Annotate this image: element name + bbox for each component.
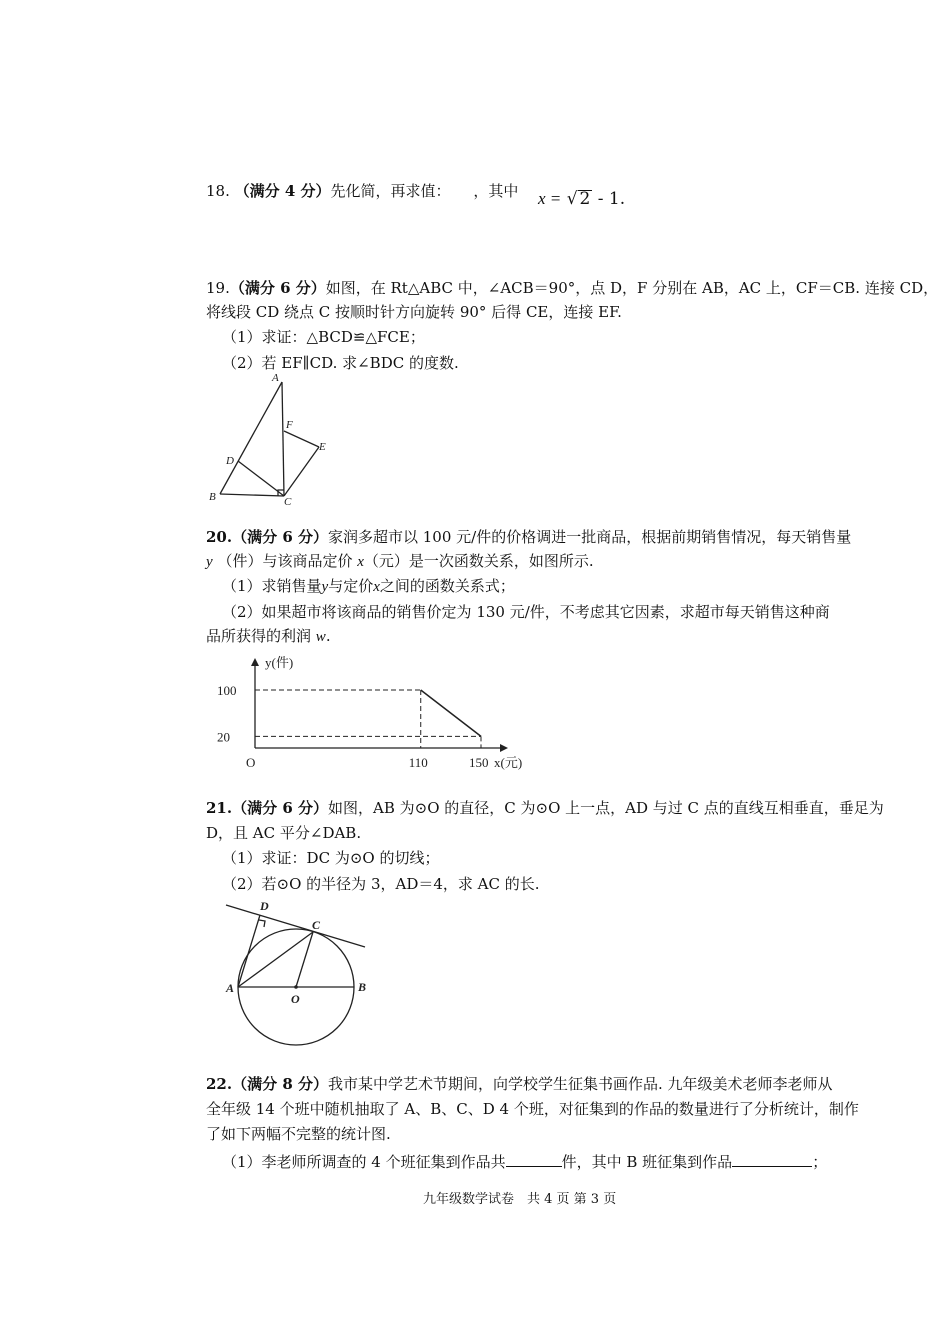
right-angle-mark: [259, 920, 265, 927]
segment-FE: [284, 431, 319, 447]
page-footer: 九年级数学试卷 共 4 页 第 3 页: [423, 1192, 617, 1207]
q20-var-x: x: [357, 554, 364, 570]
q20-text1: 家润多超市以 100 元/件的价格调进一批商品，根据前期销售情况，每天销售量: [328, 528, 852, 546]
x-tick-label-150: 150: [469, 755, 489, 770]
answer-blank-class-b[interactable]: [732, 1150, 812, 1167]
q22-sub1-b: 件，其中 B 班征集到作品: [561, 1153, 733, 1171]
center-point: [294, 985, 298, 989]
q20-sub2-line2: [206, 626, 331, 647]
q20-sub1-y: y: [321, 579, 329, 595]
q18-number: 18.: [206, 182, 230, 200]
tangent-line: [226, 905, 365, 947]
q22-line1: [206, 1074, 833, 1094]
q20-line1: [206, 527, 851, 547]
segment-AC: [282, 382, 284, 496]
segment-DC: [238, 461, 284, 496]
segment-AB: [220, 382, 282, 494]
label-B: B: [209, 491, 216, 503]
q19-number: 19.: [206, 279, 230, 297]
q20-sub1-a: （1）求销售量: [222, 577, 322, 595]
q22-sub1-end: ；: [812, 1153, 828, 1171]
label-F: F: [286, 419, 293, 431]
label-A: A: [272, 372, 279, 384]
q20-line2: [206, 551, 594, 572]
q22-sub1-a: （1）李老师所调查的 4 个班征集到作品共: [222, 1153, 506, 1171]
q18-eq-radicand: 2: [579, 189, 591, 209]
q21-number: 21.: [206, 799, 233, 817]
q21-line1: [206, 798, 884, 818]
label-A: A: [226, 981, 235, 995]
q20-sub1-b: 与定价: [328, 577, 374, 595]
q21-sub2: （2）若⊙O 的半径为 3，AD＝4，求 AC 的长.: [222, 875, 540, 893]
x-axis-arrow-icon: [500, 744, 508, 752]
q22-score: （满分 8 分）: [232, 1075, 328, 1093]
label-E: E: [319, 441, 326, 453]
x-axis-label: x(元): [494, 755, 523, 770]
label-D: D: [226, 455, 234, 467]
q20-var-y: y: [206, 554, 213, 570]
y-axis-label: y(件): [265, 655, 294, 670]
q19-sub2: （2）若 EF∥CD. 求∠BDC 的度数.: [222, 354, 459, 372]
label-D: D: [260, 899, 269, 913]
q22-line3: 了如下两幅不完整的统计图.: [206, 1125, 391, 1143]
sqrt-icon: √: [566, 189, 578, 209]
q22-line2: 全年级 14 个班中随机抽取了 A、B、C、D 4 个班，对征集到的作品的数量进行了分析统计，制作: [206, 1100, 859, 1118]
q20-sub2-text: 品所获得的利润: [206, 627, 312, 645]
q21-line2: D，且 AC 平分∠DAB.: [206, 824, 362, 842]
q19-text1: 如图，在 Rt△ABC 中，∠ACB＝90°，点 D，F 分别在 AB，AC 上，CF＝CB. 连接 CD，: [325, 279, 939, 297]
label-C: C: [284, 496, 292, 508]
q20-sub1-c: 之间的函数关系式；: [379, 577, 515, 595]
q20-sub2-line1: （2）如果超市将该商品的销售价定为 130 元/件，不考虑其它因素，求超市每天销售这种商: [222, 603, 830, 621]
y-tick-label-20: 20: [217, 729, 230, 745]
y-axis-arrow-icon: [251, 658, 259, 666]
q21-text1: 如图，AB 为⊙O 的直径，C 为⊙O 上一点，AD 与过 C 点的直线互相垂直，垂足为: [328, 799, 884, 817]
q18-line: [206, 181, 518, 201]
label-B: B: [358, 980, 367, 994]
q19-line2: 将线段 CD 绕点 C 按顺时针方向旋转 90° 后得 CE，连接 EF.: [206, 303, 622, 321]
q18-score: （满分 4 分）: [234, 182, 331, 200]
q22-sub1: [222, 1150, 827, 1172]
x-tick-label-110: 110: [408, 755, 428, 770]
segment-BC: [220, 494, 284, 496]
q18-eq-end: .: [619, 189, 626, 209]
q20-number: 20.: [206, 528, 233, 546]
q20-function-chart: [205, 650, 535, 775]
label-C: C: [312, 918, 321, 932]
label-O: O: [291, 992, 300, 1006]
q18-equation: [538, 189, 625, 209]
q18-text2: ，其中: [473, 182, 519, 200]
q20-sub1: [222, 576, 515, 597]
q22-text1: 我市某中学艺术节期间，向学校学生征集书画作品. 九年级美术老师李老师从: [328, 1075, 833, 1093]
answer-blank-total[interactable]: [506, 1150, 562, 1167]
q21-sub1: （1）求证：DC 为⊙O 的切线；: [222, 849, 440, 867]
q21-score: （满分 6 分）: [232, 799, 328, 817]
q19-score: （满分 6 分）: [229, 279, 326, 297]
q20-score: （满分 6 分）: [232, 528, 328, 546]
q18-text: 先化简，再求值：: [330, 182, 451, 200]
q20-text2-rest: （元）是一次函数关系，如图所示.: [363, 552, 594, 570]
origin-label: O: [246, 755, 256, 770]
q20-sub2-end: .: [325, 627, 331, 645]
segment-OC: [296, 932, 313, 987]
q21-circle-figure: [220, 895, 370, 1050]
segment-AD: [238, 915, 260, 987]
q18-eq-rest: - 1: [592, 189, 620, 209]
q20-sub1-x: x: [373, 579, 380, 595]
q19-sub1: （1）求证：△BCD≌△FCE；: [222, 328, 425, 346]
q18-eq-lhs: x =: [538, 189, 562, 208]
q19-triangle-figure: [200, 370, 340, 510]
function-segment: [421, 690, 481, 736]
q20-text2: （件）与该商品定价: [217, 552, 353, 570]
segment-AC: [238, 932, 313, 987]
segment-EC: [284, 447, 319, 496]
y-tick-label-100: 100: [217, 683, 237, 698]
q22-number: 22.: [206, 1075, 233, 1093]
q20-sub2-w: w: [315, 629, 326, 645]
q19-line1: [206, 278, 938, 298]
